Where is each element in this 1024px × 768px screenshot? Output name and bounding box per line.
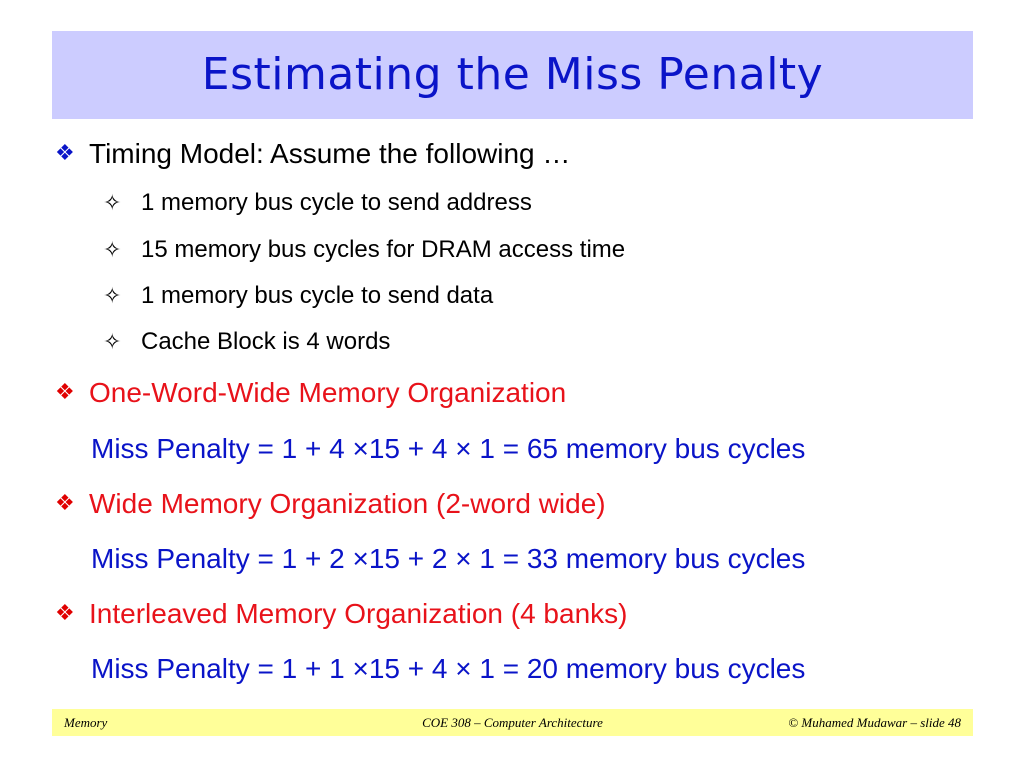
- star-bullet-icon: ✧: [103, 237, 122, 262]
- bullet-text: One-Word-Wide Memory Organization: [89, 377, 567, 408]
- sub-bullet-text: Cache Block is 4 words: [141, 328, 391, 355]
- footer-course: COE 308 – Computer Architecture: [422, 715, 603, 730]
- diamond-bullet-icon: ❖: [55, 600, 75, 625]
- star-bullet-icon: ✧: [103, 329, 122, 354]
- sub-bullet: [103, 189, 532, 217]
- slide-title: Estimating the Miss Penalty: [201, 49, 824, 100]
- formula-one-word-wide: Miss Penalty = 1 + 4 ×15 + 4 × 1 = 65 memory bus cycles: [91, 433, 806, 464]
- bullet-one-word-wide: [55, 377, 566, 409]
- star-bullet-icon: ✧: [103, 190, 122, 215]
- bullet-text: Wide Memory Organization (2-word wide): [89, 488, 606, 519]
- sub-bullet: [103, 236, 625, 264]
- sub-bullet-text: 1 memory bus cycle to send address: [141, 189, 532, 216]
- diamond-bullet-icon: ❖: [55, 379, 75, 404]
- footer-band: [52, 709, 973, 736]
- star-bullet-icon: ✧: [103, 283, 122, 308]
- bullet-interleaved: [55, 598, 627, 630]
- sub-bullet-text: 1 memory bus cycle to send data: [141, 282, 494, 309]
- footer-copyright: © Muhamed Mudawar – slide 48: [788, 715, 961, 730]
- diamond-bullet-icon: ❖: [55, 140, 75, 165]
- sub-bullet-text: 15 memory bus cycles for DRAM access time: [141, 236, 626, 263]
- formula-interleaved: Miss Penalty = 1 + 1 ×15 + 4 × 1 = 20 memory bus cycles: [91, 653, 806, 684]
- diamond-bullet-icon: ❖: [55, 490, 75, 515]
- bullet-text: Interleaved Memory Organization (4 banks): [89, 598, 628, 629]
- bullet-timing-model: [55, 138, 570, 170]
- sub-bullet: [103, 282, 493, 310]
- bullet-text: Timing Model: Assume the following …: [89, 138, 571, 169]
- sub-bullet: [103, 328, 390, 356]
- formula-wide-memory: Miss Penalty = 1 + 2 ×15 + 2 × 1 = 33 memory bus cycles: [91, 543, 806, 574]
- footer-topic: Memory: [64, 715, 108, 730]
- bullet-wide-memory: [55, 488, 606, 520]
